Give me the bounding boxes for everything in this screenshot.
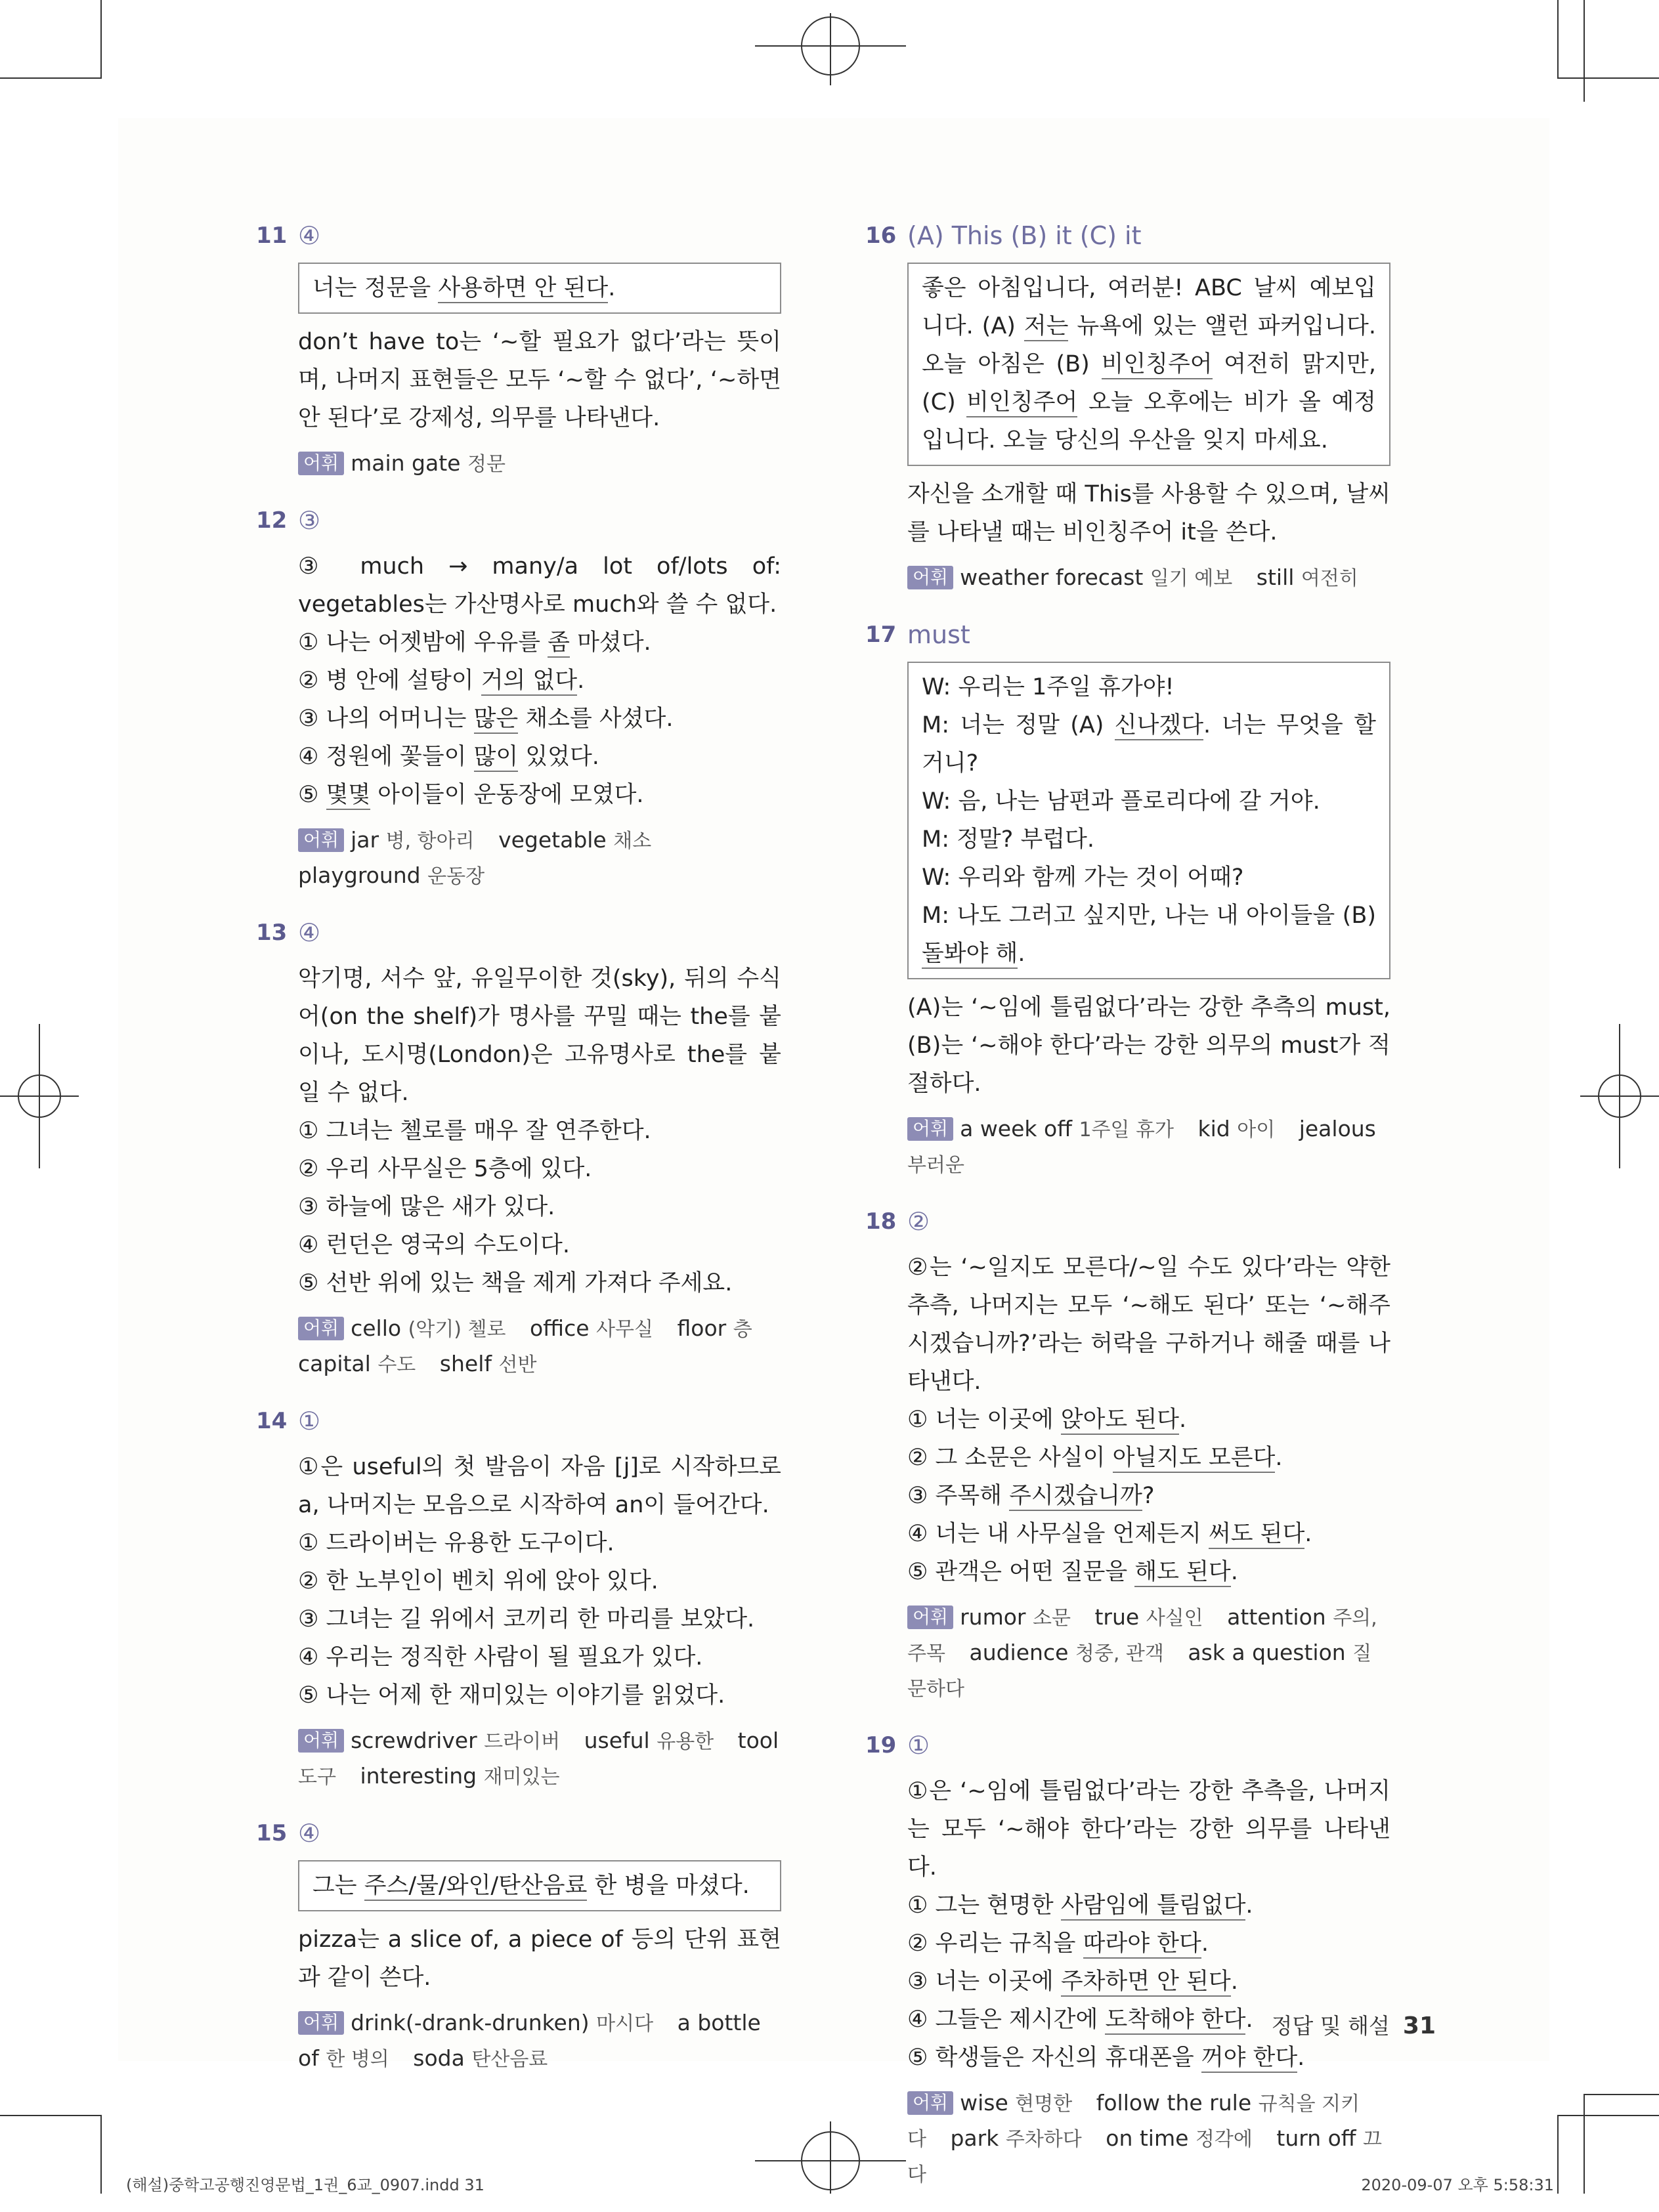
text-run: (A)는 ‘~임에 틀림없다’라는 강한 추측의 must, (B)는 ‘~해야 한다’라는 강한 의무의 must가 적절하다. — [907, 994, 1390, 1097]
text-run: 마셨다. — [569, 629, 651, 656]
vocab-word: tool — [737, 1728, 779, 1753]
slug-file-name: (해설)중학고공행진영문법_1권_6교_0907.indd 31 — [126, 2176, 485, 2194]
underlined-text: 돌봐야 해 — [922, 941, 1018, 969]
text-run: . 너는 무엇을 할 거니? — [922, 712, 1376, 776]
text-run: 너는 정문을 — [312, 275, 439, 301]
text-run: don’t have to는 ‘~할 필요가 없다’라는 뜻이며, 나머지 표현들은 모두 ‘~할 수 없다’, ‘~하면 안 된다’로 강제성, 의무를 나타낸다. — [298, 329, 781, 431]
page-footer — [1272, 2007, 1436, 2045]
translation-line — [922, 859, 1376, 897]
text-run: M: 너는 정말 (A) — [922, 712, 1115, 738]
text-run: 있었다. — [518, 744, 599, 770]
answer: ① — [907, 1731, 930, 1760]
text-run: . — [1179, 1407, 1187, 1433]
vocab-meaning: 1주일 휴가 — [1079, 1118, 1174, 1141]
explanation — [907, 989, 1390, 1103]
example-sentence — [298, 776, 781, 814]
underlined-text: 주시겠습니까 — [1009, 1483, 1142, 1511]
vocab-meaning: 수도 — [377, 1353, 416, 1376]
left-column — [256, 217, 781, 2096]
vocab-meaning: 여전히 — [1301, 567, 1358, 590]
question-number: 15 — [256, 1820, 288, 1846]
vocab-meaning: 질문하다 — [907, 1642, 1372, 1701]
vocab-meaning: 사무실 — [596, 1318, 653, 1341]
question-item-13 — [256, 914, 781, 1382]
vocab-word: cello — [351, 1315, 402, 1341]
explanation-text — [907, 989, 1390, 1103]
text-run: ② 한 노부인이 벤치 위에 앉아 있다. — [298, 1568, 658, 1594]
vocabulary — [907, 1112, 1390, 1183]
translation-box — [907, 263, 1390, 466]
answer: ③ — [298, 506, 321, 535]
vocab-word: kid — [1197, 1116, 1230, 1141]
vocabulary — [907, 561, 1390, 596]
question-header — [256, 501, 781, 540]
text-run: 채소를 사셨다. — [518, 706, 674, 732]
text-run: . — [1018, 941, 1025, 967]
vocab-word: capital — [298, 1351, 371, 1376]
vocab-word: interesting — [360, 1763, 477, 1789]
question-number: 13 — [256, 920, 288, 946]
vocab-label: 어휘 — [907, 566, 953, 589]
vocab-label: 어휘 — [298, 2011, 344, 2035]
vocab-word: ask a question — [1188, 1640, 1346, 1665]
vocab-word: on time — [1106, 2125, 1189, 2151]
underlined-text: 써도 된다 — [1209, 1521, 1304, 1549]
text-run: ① 드라이버는 유용한 도구이다. — [298, 1530, 614, 1556]
text-run: 뉴욕에 있는 앨런 파커입니다. 오늘 아침은 (B) — [922, 313, 1376, 377]
text-run: ③ 주목해 — [907, 1483, 1010, 1509]
vocab-label: 어휘 — [298, 452, 344, 475]
text-run: 좋은 아침입니다, 여러분! ABC 날씨 예보입니다. (A) — [922, 275, 1376, 339]
question-item-11 — [256, 217, 781, 482]
translation-line — [922, 782, 1376, 820]
vocabulary — [298, 1724, 781, 1795]
question-header — [865, 1202, 1390, 1241]
text-run: . — [1245, 2007, 1253, 2033]
answer: ④ — [298, 918, 321, 947]
vocab-meaning: 정각에 — [1195, 2128, 1253, 2151]
translation-line — [312, 1867, 767, 1905]
registration-mark-left-icon — [0, 1024, 79, 1168]
text-run: . — [1245, 1892, 1253, 1919]
vocab-meaning: 도구 — [298, 1766, 336, 1789]
vocab-word: turn off — [1276, 2125, 1356, 2151]
vocab-meaning: 사실인 — [1146, 1607, 1203, 1630]
vocab-meaning: 재미있는 — [483, 1766, 560, 1789]
example-sentence — [907, 1886, 1390, 1925]
underlined-text: 저는 — [1024, 313, 1069, 341]
translation-line — [922, 668, 1376, 706]
question-number: 18 — [865, 1208, 897, 1235]
vocabulary — [298, 823, 781, 894]
underlined-text: 앉아도 된다 — [1061, 1407, 1179, 1435]
vocab-meaning: 주차하다 — [1005, 2128, 1082, 2151]
example-sentence — [298, 1600, 781, 1638]
question-item-16 — [865, 217, 1390, 596]
explanation-text — [907, 1248, 1390, 1401]
underlined-text: 주차하면 안 된다 — [1061, 1968, 1231, 1997]
vocab-word: floor — [677, 1315, 727, 1341]
explanation — [298, 1921, 781, 1997]
underlined-text: 해도 된다 — [1134, 1559, 1230, 1587]
underlined-text: 따라야 한다 — [1083, 1930, 1201, 1959]
underlined-text: 도착해야 한다 — [1105, 2007, 1245, 2035]
explanation-text — [298, 1921, 781, 1997]
text-run: 아이들이 운동장에 모였다. — [370, 782, 644, 808]
footer-section-label: 정답 및 해설 — [1271, 2013, 1390, 2039]
translation-box — [298, 1860, 781, 1911]
text-run: W: 우리와 함께 가는 것이 어때? — [922, 864, 1244, 891]
text-run: ③ much → many/a lot of/lots of: vegetables는 가산명사로 much와 쓸 수 없다. — [298, 553, 781, 618]
example-sentence — [298, 624, 781, 662]
text-run: ③ 그녀는 길 위에서 코끼리 한 마리를 보았다. — [298, 1606, 755, 1632]
text-run: ② 우리는 규칙을 — [907, 1930, 1083, 1957]
vocab-word: jealous — [1299, 1116, 1376, 1141]
vocab-meaning: 드라이버 — [484, 1730, 561, 1753]
vocab-meaning: 청중, 관객 — [1075, 1642, 1164, 1665]
vocab-meaning: 한 병의 — [326, 2048, 389, 2071]
text-run: M: 정말? 부럽다. — [922, 826, 1094, 853]
explanation-text — [907, 475, 1390, 551]
right-column — [865, 217, 1390, 2212]
underlined-text: 비인칭주어 — [966, 389, 1077, 417]
question-number: 19 — [865, 1732, 897, 1758]
explanation-text — [298, 323, 781, 437]
vocabulary — [907, 2086, 1390, 2192]
text-run: ③ 하늘에 많은 새가 있다. — [298, 1194, 555, 1220]
example-sentence — [907, 1401, 1390, 1439]
vocab-meaning: 주의, 주목 — [907, 1607, 1377, 1665]
vocab-meaning: 채소 — [613, 830, 652, 853]
text-run: ② 그 소문은 사실이 — [907, 1445, 1113, 1471]
example-sentence — [298, 1638, 781, 1676]
question-header — [865, 217, 1390, 255]
vocab-word: rumor — [960, 1604, 1026, 1630]
text-run: 오늘 오후에는 비가 올 예정입니다. 오늘 당신의 우산을 잊지 마세요. — [922, 389, 1376, 454]
answer: ④ — [298, 221, 321, 250]
underlined-text: 많은 — [474, 706, 519, 734]
question-number: 16 — [865, 223, 897, 249]
vocab-meaning: 층 — [733, 1318, 752, 1341]
text-run: 악기명, 서수 앞, 유일무이한 것(sky), 뒤의 수식어(on the shelf)가 명사를 꾸밀 때는 the를 붙이나, 도시명(London)은 고유명사로 the를 붙일 수 없다. — [298, 966, 781, 1106]
text-run: 여전히 맑지만, (C) — [922, 351, 1376, 415]
text-run: ⑤ 나는 어제 한 재미있는 이야기를 읽었다. — [298, 1682, 725, 1709]
question-header — [256, 914, 781, 952]
text-run: . — [1275, 1445, 1283, 1471]
vocab-label: 어휘 — [298, 828, 344, 852]
registration-mark-top-icon — [755, 13, 906, 85]
vocab-word: audience — [969, 1640, 1069, 1665]
translation-line — [922, 820, 1376, 859]
text-run: ②는 ‘~일지도 모른다/~일 수도 있다’라는 약한 추측, 나머지는 모두 ‘~해도 된다’ 또는 ‘~해주시겠습니까?’라는 허락을 구하거나 해줄 때를 나타낸다. — [907, 1254, 1390, 1395]
vocab-label: 어휘 — [907, 1606, 953, 1629]
text-run: W: 우리는 1주일 휴가야! — [922, 674, 1174, 700]
question-header — [865, 616, 1390, 654]
vocab-word: attention — [1227, 1604, 1326, 1630]
text-run: . — [577, 668, 585, 694]
answer: must — [907, 620, 970, 649]
vocab-label: 어휘 — [298, 1729, 344, 1753]
question-number: 11 — [256, 223, 288, 249]
underlined-text: 사용하면 안 된다 — [438, 275, 608, 303]
vocab-meaning: 끄다 — [907, 2128, 1383, 2186]
explanation — [298, 323, 781, 437]
example-sentence — [298, 1562, 781, 1600]
text-run: . — [1230, 1968, 1238, 1995]
explanation — [298, 960, 781, 1302]
vocab-meaning: 규칙을 지키다 — [907, 2093, 1360, 2151]
vocab-word: useful — [584, 1728, 650, 1753]
question-number: 14 — [256, 1408, 288, 1434]
vocab-label: 어휘 — [298, 1317, 344, 1340]
vocab-word: park — [950, 2125, 999, 2151]
example-sentence — [298, 1150, 781, 1188]
text-run: ② 우리 사무실은 5층에 있다. — [298, 1156, 592, 1182]
text-run: ④ 그들은 제시간에 — [907, 2007, 1106, 2033]
question-item-12 — [256, 501, 781, 894]
example-sentence — [298, 700, 781, 738]
vocab-label: 어휘 — [907, 1117, 953, 1141]
translation-line — [312, 269, 767, 307]
underlined-text: 몇몇 — [326, 782, 371, 810]
vocab-meaning: 아이 — [1237, 1118, 1276, 1141]
example-sentence — [298, 1264, 781, 1302]
text-run: . — [1201, 1930, 1209, 1957]
example-sentence — [907, 1439, 1390, 1477]
vocab-meaning: 병, 항아리 — [385, 830, 475, 853]
text-run: 자신을 소개할 때 This를 사용할 수 있으며, 날씨를 나타낼 때는 비인칭주어 it을 쓴다. — [907, 481, 1390, 545]
underlined-text: 꺼야 한다 — [1201, 2045, 1297, 2073]
translation-box — [907, 662, 1390, 979]
translation-line — [922, 706, 1376, 782]
translation-box — [298, 263, 781, 314]
vocabulary — [907, 1600, 1390, 1707]
question-header — [256, 217, 781, 255]
answer: ① — [298, 1407, 321, 1436]
underlined-text: 비인칭주어 — [1102, 351, 1213, 379]
explanation — [298, 1448, 781, 1714]
text-run: ① 너는 이곳에 — [907, 1407, 1061, 1433]
explanation — [298, 547, 781, 814]
example-sentence — [907, 1925, 1390, 1963]
answer: ② — [907, 1207, 930, 1236]
vocab-meaning: 소문 — [1033, 1607, 1071, 1630]
question-item-18 — [865, 1202, 1390, 1707]
text-run: W: 음, 나는 남편과 플로리다에 갈 거야. — [922, 788, 1320, 815]
vocab-word: drink(-drank-drunken) — [351, 2010, 590, 2035]
vocab-word: screwdriver — [351, 1728, 477, 1753]
text-run: ④ 너는 내 사무실을 언제든지 — [907, 1521, 1209, 1547]
vocabulary — [298, 1311, 781, 1382]
text-run: ④ 런던은 영국의 수도이다. — [298, 1232, 570, 1258]
vocabulary — [298, 2006, 781, 2077]
vocab-meaning: (악기) 첼로 — [408, 1318, 506, 1341]
underlined-text: 사람임에 틀림없다 — [1061, 1892, 1246, 1921]
vocab-word: a bottle of — [298, 2010, 761, 2071]
explanation — [907, 475, 1390, 551]
question-item-14 — [256, 1402, 781, 1795]
text-run: ① 그녀는 첼로를 매우 잘 연주한다. — [298, 1118, 651, 1144]
vocab-word: wise — [960, 2090, 1008, 2116]
vocab-word: office — [529, 1315, 590, 1341]
text-run: ①은 ‘~임에 틀림없다’라는 강한 추측을, 나머지는 모두 ‘~해야 한다’라는 강한 의무를 나타낸다. — [907, 1778, 1390, 1881]
question-header — [256, 1814, 781, 1852]
example-sentence — [298, 1188, 781, 1226]
text-run: . — [1304, 1521, 1312, 1547]
answer: (A) This (B) it (C) it — [907, 221, 1142, 250]
registration-mark-right-icon — [1580, 1024, 1659, 1168]
vocab-word: main gate — [351, 450, 461, 476]
vocab-word: still — [1256, 564, 1295, 590]
underlined-text: 거의 없다 — [481, 668, 577, 696]
text-run: . — [1230, 1559, 1238, 1585]
page-number: 31 — [1402, 2012, 1436, 2039]
example-sentence — [298, 738, 781, 776]
example-sentence — [907, 1553, 1390, 1591]
text-run: ③ 나의 어머니는 — [298, 706, 474, 732]
text-run: ⑤ 선반 위에 있는 책을 제게 가져다 주세요. — [298, 1270, 733, 1296]
vocab-word: weather forecast — [960, 564, 1144, 590]
text-run: ①은 useful의 첫 발음이 자음 [j]로 시작하므로 a, 나머지는 모음으로 시작하여 an이 들어간다. — [298, 1454, 781, 1518]
vocabulary — [298, 446, 781, 482]
vocab-word: shelf — [439, 1351, 492, 1376]
question-header — [256, 1402, 781, 1440]
example-sentence — [298, 1112, 781, 1150]
vocab-meaning: 유용한 — [657, 1730, 714, 1753]
explanation-text — [907, 1772, 1390, 1886]
text-run: ① 나는 어젯밤에 우유를 — [298, 629, 548, 656]
vocab-word: jar — [351, 827, 379, 853]
vocab-label: 어휘 — [907, 2091, 953, 2115]
example-sentence — [907, 1963, 1390, 2001]
text-run: 그는 — [312, 1873, 364, 1899]
vocab-meaning: 일기 예보 — [1150, 567, 1233, 590]
vocab-word: true — [1094, 1604, 1140, 1630]
answer: ④ — [298, 1819, 321, 1848]
question-item-19 — [865, 1726, 1390, 2192]
vocab-meaning: 현명한 — [1015, 2093, 1073, 2116]
vocab-word: playground — [298, 862, 421, 888]
text-run: ⑤ 학생들은 자신의 휴대폰을 — [907, 2045, 1201, 2071]
text-run: ⑤ — [298, 782, 326, 808]
text-run: ⑤ 관객은 어떤 질문을 — [907, 1559, 1135, 1585]
vocab-word: follow the rule — [1096, 2090, 1252, 2116]
text-run: ④ 정원에 꽃들이 — [298, 744, 474, 770]
vocab-meaning: 탄산음료 — [471, 2048, 548, 2071]
explanation — [907, 1248, 1390, 1591]
example-sentence — [298, 662, 781, 700]
text-run: . — [608, 275, 616, 301]
example-sentence — [907, 1515, 1390, 1553]
text-run: ③ 너는 이곳에 — [907, 1968, 1061, 1995]
question-number: 17 — [865, 622, 897, 648]
vocab-word: vegetable — [498, 827, 607, 853]
question-header — [865, 1726, 1390, 1764]
vocab-meaning: 부러운 — [907, 1154, 964, 1177]
vocab-meaning: 운동장 — [427, 865, 485, 888]
question-item-15 — [256, 1814, 781, 2077]
vocab-meaning: 마시다 — [596, 2012, 654, 2035]
question-number: 12 — [256, 507, 288, 534]
underlined-text: 신나겠다 — [1115, 712, 1203, 740]
explanation-text — [298, 1448, 781, 1524]
text-run: pizza는 a slice of, a piece of 등의 단위 표현과 같이 쓴다. — [298, 1926, 781, 1991]
underlined-text: 좀 — [548, 629, 570, 658]
underlined-text: 아닐지도 모른다 — [1113, 1445, 1276, 1473]
underlined-text: 많이 — [474, 744, 519, 772]
text-run: 한 병을 마셨다. — [587, 1873, 750, 1899]
translation-line — [922, 897, 1376, 973]
text-run: ? — [1142, 1483, 1155, 1509]
slug-timestamp: 2020-09-07 오후 5:58:31 — [1361, 2176, 1554, 2194]
vocab-meaning: 정문 — [467, 453, 506, 476]
text-run: ① 그는 현명한 — [907, 1892, 1061, 1919]
vocab-word: soda — [413, 2045, 465, 2071]
translation-line — [922, 269, 1376, 459]
explanation-text — [298, 960, 781, 1112]
example-sentence — [298, 1226, 781, 1264]
example-sentence — [298, 1524, 781, 1562]
vocab-meaning: 선반 — [498, 1353, 537, 1376]
question-item-17 — [865, 616, 1390, 1183]
text-run: . — [1297, 2045, 1305, 2071]
vocab-word: a week off — [960, 1116, 1072, 1141]
underlined-text: 주스/물/와인/탄산음료 — [364, 1873, 588, 1901]
text-run: M: 나도 그러고 싶지만, 나는 내 아이들을 (B) — [922, 903, 1376, 929]
text-run: ④ 우리는 정직한 사람이 될 필요가 있다. — [298, 1644, 703, 1670]
example-sentence — [907, 1477, 1390, 1515]
example-sentence — [298, 1676, 781, 1714]
explanation-text — [298, 547, 781, 624]
text-run: ② 병 안에 설탕이 — [298, 668, 481, 694]
